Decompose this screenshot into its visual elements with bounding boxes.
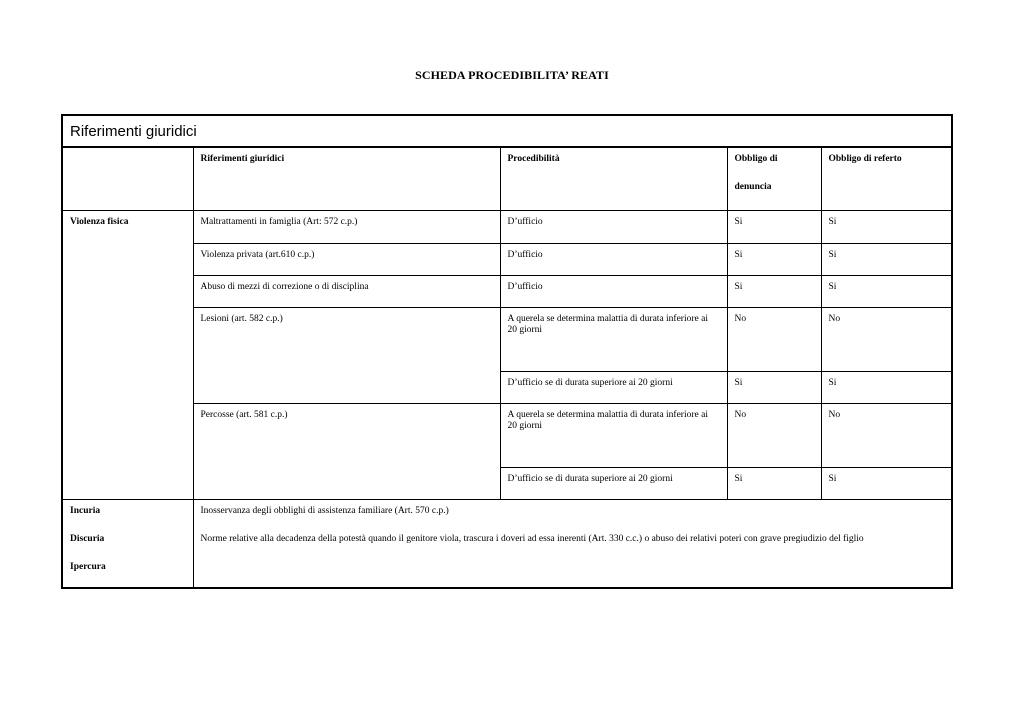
- header-referral-obligation: Obbligo di referto: [821, 147, 952, 210]
- table-row: [62, 307, 952, 371]
- reference-cell-percosse: Percosse (art. 581 c.p.): [193, 403, 500, 499]
- category-neglect: [62, 499, 193, 588]
- report-cell: Si: [727, 275, 821, 307]
- table-row: [62, 275, 952, 307]
- procedibility-cell: D’ufficio se di durata superiore ai 20 giorni: [500, 467, 727, 499]
- table-row: [62, 210, 952, 243]
- report-cell: Si: [727, 243, 821, 275]
- header-reference: Riferimenti giuridici: [193, 147, 500, 210]
- procedibility-cell: D’ufficio: [500, 243, 727, 275]
- referral-cell: Si: [821, 210, 952, 243]
- header-row: [62, 147, 952, 210]
- report-cell: Si: [727, 371, 821, 403]
- section-title: Riferimenti giuridici: [62, 115, 952, 147]
- reference-cell-lesioni: Lesioni (art. 582 c.p.): [193, 307, 500, 403]
- procedibility-cell: A querela se determina malattia di durata inferiore ai 20 giorni: [500, 403, 727, 467]
- reference-cell: Abuso di mezzi di correzione o di disciplina: [193, 275, 500, 307]
- referral-cell: No: [821, 307, 952, 371]
- report-cell: Si: [727, 467, 821, 499]
- table-row: [62, 403, 952, 467]
- referral-cell: Si: [821, 371, 952, 403]
- document-title: SCHEDA PROCEDIBILITA’ REATI: [415, 68, 609, 82]
- header-procedibility: Procedibilità: [500, 147, 727, 210]
- procedibility-cell: D’ufficio: [500, 210, 727, 243]
- procedibility-table: [61, 114, 953, 589]
- report-cell: No: [727, 307, 821, 371]
- section-title-row: [62, 115, 952, 147]
- category-label-ipercura: Ipercura: [70, 561, 106, 572]
- neglect-norms-cell: [193, 499, 952, 588]
- norm-line-art330: Norme relative alla decadenza della potestà quando il genitore viola, trascura i doveri ad essa inerenti (Art. 330 c.c.) o abuso dei relativi poteri con grave pregiudizio del figlio: [200, 533, 864, 544]
- referral-cell: Si: [821, 467, 952, 499]
- category-physical-violence: Violenza fisica: [62, 210, 193, 499]
- report-cell: Si: [727, 210, 821, 243]
- report-cell: No: [727, 403, 821, 467]
- reference-cell: Violenza privata (art.610 c.p.): [193, 243, 500, 275]
- procedibility-cell: D’ufficio se di durata superiore ai 20 giorni: [500, 371, 727, 403]
- norm-line-art570: Inosservanza degli obblighi di assistenza familiare (Art. 570 c.p.): [200, 505, 449, 516]
- table-row-neglect: [62, 499, 952, 588]
- header-report-obligation-line2: denuncia: [734, 182, 772, 192]
- procedibility-cell: D’ufficio: [500, 275, 727, 307]
- category-label-incuria: Incuria: [70, 505, 101, 516]
- table-row: [62, 243, 952, 275]
- referral-cell: Si: [821, 243, 952, 275]
- header-report-obligation: [727, 147, 821, 210]
- procedibility-cell: A querela se determina malattia di durata inferiore ai 20 giorni: [500, 307, 727, 371]
- header-report-obligation-line1: Obbligo di: [734, 154, 778, 164]
- reference-cell: Maltrattamenti in famiglia (Art: 572 c.p.): [193, 210, 500, 243]
- referral-cell: Si: [821, 275, 952, 307]
- referral-cell: No: [821, 403, 952, 467]
- header-empty-cell: [62, 147, 193, 210]
- category-label-discuria: Discuria: [70, 533, 105, 544]
